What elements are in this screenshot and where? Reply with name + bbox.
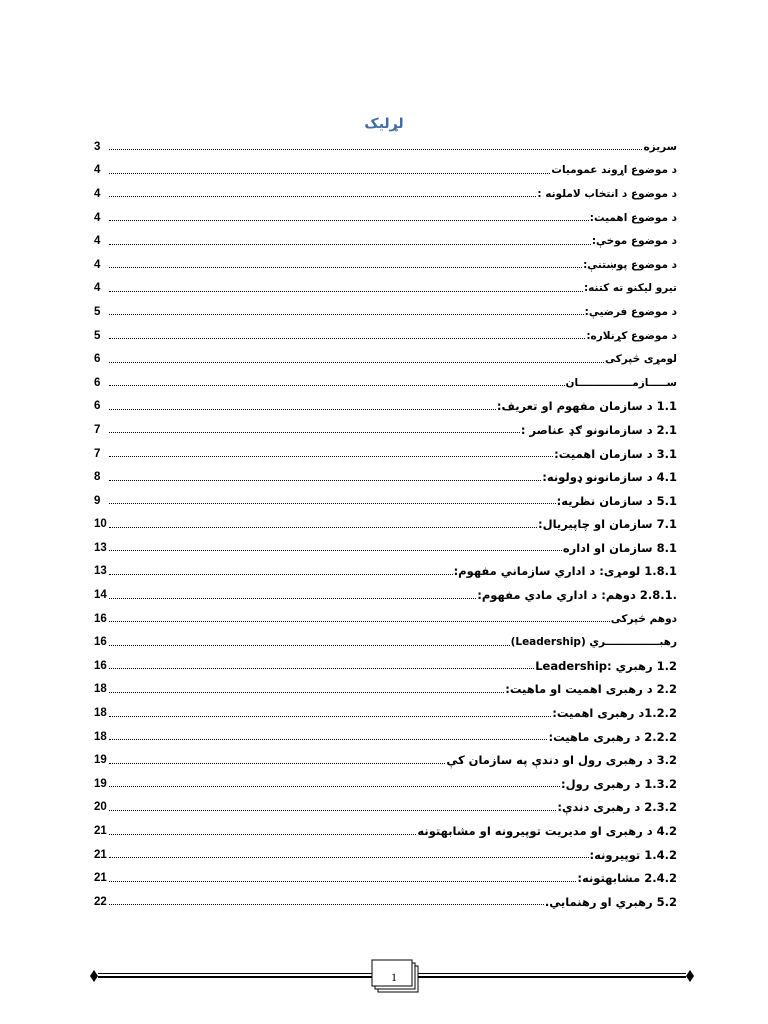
toc-dot-leader: [109, 409, 496, 410]
toc-entry-page: 7: [94, 423, 101, 436]
toc-entry[interactable]: [94, 277, 677, 301]
toc-dot-leader: [109, 621, 610, 622]
toc-dot-leader: [109, 716, 551, 717]
toc-entry[interactable]: [94, 418, 677, 442]
toc-entry-page: 4: [94, 235, 101, 248]
toc-dot-leader: [109, 314, 584, 315]
toc-entry-label: د موضوع اړوند عمومیات: [551, 164, 677, 177]
toc-title: لړلیک: [364, 116, 404, 132]
footer-ornament: [88, 958, 696, 998]
toc-entry-page: 13: [94, 541, 107, 554]
toc-entry-page: 13: [94, 565, 107, 578]
toc-entry[interactable]: [94, 206, 677, 230]
toc-dot-leader: [109, 149, 642, 150]
toc-entry[interactable]: [94, 560, 677, 584]
toc-entry-label: سریزه: [643, 140, 677, 153]
toc-entry-label: د موضوع کړنلاره:: [586, 329, 677, 342]
toc-entry-label: 5.2 رهبري او رهنمايي.: [544, 894, 677, 909]
toc-entry-page: 6: [94, 376, 101, 389]
toc-entry-label: 2.2.2 د رهبری ماهیت:: [548, 729, 677, 744]
toc-dot-leader: [109, 810, 556, 811]
toc-entry-label: 1.3.2 د رهبری رول:: [561, 776, 677, 791]
page-number: 1: [391, 970, 397, 984]
toc-entry[interactable]: [94, 725, 677, 749]
toc-entry-label: تیرو لیکنو ته کتنه:: [583, 282, 677, 295]
toc-entry-label: 2.4.2 مشابهتونه:: [577, 871, 677, 886]
toc-entry[interactable]: [94, 772, 677, 796]
toc-entry[interactable]: [94, 371, 677, 395]
toc-entry-label: 2.3.2 د رهبری دندې:: [557, 800, 677, 815]
toc-entry[interactable]: [94, 701, 677, 725]
toc-entry-label: رهبـــــــــــــــري (Leadership): [510, 636, 677, 649]
toc-entry[interactable]: [94, 678, 677, 702]
toc-entry-page: 5: [94, 329, 101, 342]
toc-entry-label: 1.4.2 توپیرونه:: [589, 847, 677, 862]
toc-entry[interactable]: [94, 442, 677, 466]
toc-dot-leader: [109, 291, 583, 292]
toc-entry-page: 16: [94, 612, 107, 625]
toc-entry-page: 4: [94, 211, 101, 224]
toc-entry[interactable]: [94, 465, 677, 489]
toc-entry-label: ســـــازمـــــــــــــــان: [565, 376, 677, 389]
toc-dot-leader: [109, 881, 576, 882]
toc-entry-page: 20: [94, 801, 107, 814]
toc-entry-page: 8: [94, 471, 101, 484]
toc-entry-page: 9: [94, 494, 101, 507]
toc-entry-label: د موضوع فرضیې:: [584, 305, 677, 318]
toc-entry-label: 8.1 سازمان او اداره: [562, 540, 677, 555]
toc-dot-leader: [109, 196, 536, 197]
toc-dot-leader: [109, 904, 544, 905]
toc-entry-label: 1.2.2د رهبری اهمیت:: [552, 706, 677, 721]
toc-dot-leader: [109, 550, 562, 551]
toc-entry[interactable]: [94, 843, 677, 867]
toc-entry-page: 7: [94, 447, 101, 460]
toc-dot-leader: [109, 834, 416, 835]
toc-dot-leader: [109, 244, 591, 245]
toc-entry-label: د موضوع پوښتنې:: [583, 258, 677, 271]
toc-entry[interactable]: [94, 536, 677, 560]
toc-entry-page: 22: [94, 895, 107, 908]
toc-entry-page: 4: [94, 258, 101, 271]
toc-entry-page: 21: [94, 825, 107, 838]
toc-entry-page: 4: [94, 164, 101, 177]
toc-dot-leader: [109, 362, 604, 363]
toc-entry-page: 19: [94, 754, 107, 767]
toc-entry-page: 3: [94, 140, 101, 153]
toc-list: [94, 135, 677, 914]
toc-entry-page: 18: [94, 707, 107, 720]
toc-entry-label: 4.1 د سازمانونو ډولونه:: [542, 470, 677, 485]
toc-dot-leader: [109, 173, 550, 174]
toc-entry-page: 4: [94, 282, 101, 295]
toc-entry[interactable]: [94, 347, 677, 371]
toc-entry-label: د موضوع اهمیت:: [589, 211, 677, 224]
toc-entry-page: 18: [94, 730, 107, 743]
toc-dot-leader: [109, 739, 547, 740]
toc-entry-label: 3.1 د سازمان اهمیت:: [554, 446, 677, 461]
toc-dot-leader: [109, 574, 453, 575]
toc-entry-label: 4.2 د رهبری او مدیریت توپیرونه او مشابهتونه: [417, 824, 677, 839]
toc-entry[interactable]: [94, 819, 677, 843]
toc-entry[interactable]: [94, 300, 677, 324]
toc-dot-leader: [109, 857, 589, 858]
toc-entry[interactable]: [94, 654, 677, 678]
toc-dot-leader: [109, 385, 565, 386]
toc-entry[interactable]: [94, 583, 677, 607]
toc-entry[interactable]: [94, 253, 677, 277]
toc-entry-page: 4: [94, 187, 101, 200]
toc-dot-leader: [109, 668, 534, 669]
toc-entry-label: 3.2 د رهبری رول او دندې په سازمان کې: [446, 753, 677, 768]
toc-entry[interactable]: [94, 182, 677, 206]
toc-entry-page: 16: [94, 636, 107, 649]
toc-dot-leader: [109, 480, 541, 481]
toc-entry-page: 6: [94, 353, 101, 366]
toc-dot-leader: [109, 456, 553, 457]
toc-dot-leader: [109, 786, 560, 787]
toc-entry-page: 5: [94, 305, 101, 318]
toc-dot-leader: [109, 763, 445, 764]
toc-entry-page: 14: [94, 589, 107, 602]
toc-entry[interactable]: [94, 229, 677, 253]
toc-dot-leader: [109, 692, 504, 693]
toc-entry[interactable]: [94, 324, 677, 348]
toc-entry-label: 7.1 سازمان او چاپیریال:: [538, 517, 677, 532]
toc-entry[interactable]: [94, 395, 677, 419]
toc-entry-label: 2.2 د رهبری اهمیت او ماهیت:: [505, 682, 677, 697]
toc-entry-label: دوهم څپرکی: [610, 612, 677, 625]
toc-entry-page: 18: [94, 683, 107, 696]
toc-entry[interactable]: [94, 489, 677, 513]
toc-entry-page: 21: [94, 872, 107, 885]
toc-entry[interactable]: [94, 748, 677, 772]
toc-entry[interactable]: [94, 159, 677, 183]
toc-dot-leader: [109, 645, 510, 646]
toc-entry-label: 1.1 د سازمان مفهوم او تعریف:: [496, 399, 677, 414]
toc-entry[interactable]: [94, 513, 677, 537]
toc-entry[interactable]: [94, 135, 677, 159]
toc-entry[interactable]: [94, 890, 677, 914]
toc-entry-page: 16: [94, 659, 107, 672]
toc-entry-label: 5.1 د سازمان نظریه:: [556, 493, 677, 508]
toc-entry-page: 10: [94, 518, 107, 531]
toc-dot-leader: [109, 598, 476, 599]
toc-entry-label: 1.2 رهبري :Leadership: [535, 658, 677, 673]
toc-entry-label: د موضوع موخې:: [591, 235, 677, 248]
toc-entry-label: لومړی څپرکی: [605, 353, 677, 366]
toc-entry-label: 2.1 د سازمانونو ګډ عناصر :: [520, 422, 677, 437]
toc-dot-leader: [109, 338, 585, 339]
toc-dot-leader: [109, 267, 582, 268]
toc-entry[interactable]: [94, 796, 677, 820]
toc-dot-leader: [109, 527, 537, 528]
toc-entry-label: د موضوع د انتخاب لاملونه :: [537, 187, 677, 200]
toc-entry[interactable]: [94, 630, 677, 654]
toc-dot-leader: [109, 220, 589, 221]
toc-entry-page: 19: [94, 777, 107, 790]
toc-dot-leader: [109, 503, 556, 504]
toc-entry-label: 1.8.1 لومړی: د اداري سازماني مفهوم:: [453, 564, 677, 579]
toc-entry[interactable]: [94, 607, 677, 631]
toc-entry-page: 21: [94, 848, 107, 861]
toc-entry[interactable]: [94, 866, 677, 890]
toc-entry-page: 6: [94, 400, 101, 413]
toc-entry-label: .2.8.1 دوهم: د اداري مادي مفهوم:: [477, 588, 677, 603]
toc-dot-leader: [109, 432, 520, 433]
